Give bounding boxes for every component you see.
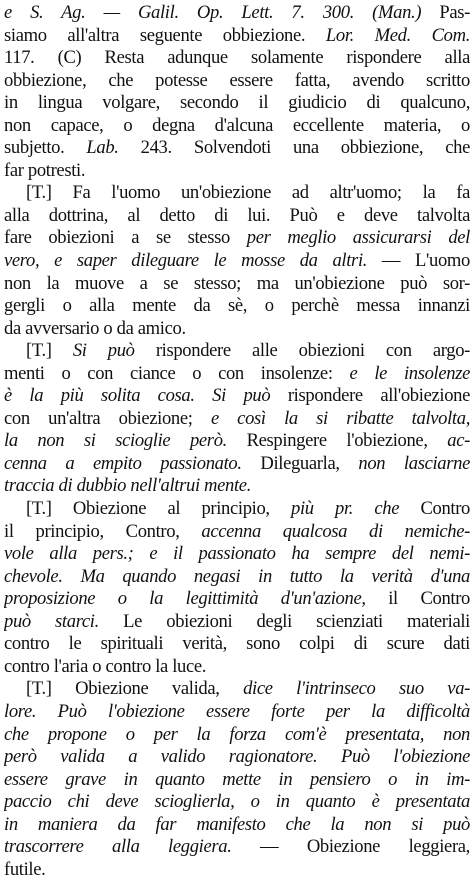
italic-text: può starci. [4,610,99,632]
body-text: [T.] Fa l'uomo un'obiezione ad altr'uomo; la fa [26,182,470,204]
body-text: [T.] Obiezione al principio, [26,498,292,520]
body-text: far potresti. [4,159,86,181]
body-text: futile. [4,858,46,880]
text-line [4,543,470,566]
text-line [4,92,470,115]
text-line [4,273,470,296]
text-line [4,678,470,701]
text-line [4,453,470,476]
italic-text: accenna qualcosa di nemiche- [201,520,470,542]
italic-text: e S. Ag. — Galil. Op. Lett. 7. 300. (Man.) [4,2,422,23]
text-line [4,2,470,25]
italic-text: vole alla pers.; e il passionato ha sempre del nemi- [4,543,470,565]
italic-text: è la più solita cosa. Si può [4,385,271,407]
body-text: gergli o alla mente da sè, o perchè messa innanzi [4,295,470,317]
text-line [4,363,470,386]
italic-text: e così la si ribatte talvolta, [210,407,470,429]
text-line [4,25,470,48]
body-text: rispondere all'obiezione [270,385,470,407]
italic-text: che propone o per la forza com'è presentata, non [4,723,470,745]
text-line [4,295,470,318]
body-text: il Contro [365,588,470,610]
body-text: [T.] [26,340,73,362]
text-line [4,137,470,160]
text-line [4,791,470,814]
body-text: obbiezione, che potesse essere fatta, avendo scritto [4,69,470,91]
body-text: Respingere l'obiezione, [226,430,448,452]
italic-text: per meglio assicurarsi del [246,227,470,249]
italic-text: però valida a valido ragionatore. Può l'obiezione [4,746,470,768]
body-text: con un'altra obiezione; [4,407,211,429]
text-line [4,746,470,769]
text-line [4,498,470,521]
body-text: da avversario o da amico. [4,317,186,339]
text-line [4,836,470,859]
italic-text: più pr. che [291,498,400,520]
body-text: contro le spirituali verità, sono colpi di scure dati [4,633,470,655]
text-line [4,182,470,205]
body-text: siamo all'altra seguente obbiezione. [4,24,326,46]
body-text: — L'uomo [367,250,470,272]
body-text: in lingua volgare, secondo il giudicio di qualcuno, [4,92,470,114]
italic-text: cenna a empito passionato. [4,452,242,474]
body-text: Le obiezioni degli scienziati materiali [98,610,470,632]
text-line [4,47,470,70]
text-line [4,611,470,634]
italic-text: non lasciarne [358,452,470,474]
italic-text: e le insolenze [349,362,470,384]
body-text: [T.] Obiezione valida, [26,678,244,700]
text-line [4,521,470,544]
italic-text: dice l'intrinseco suo va- [243,678,470,700]
body-text: non la muove a se stesso; ma un'obiezione può sor- [4,272,470,294]
italic-text: ac- [447,430,470,452]
italic-text: chevole. Ma quando negasi in tutto la verità d'una [4,565,470,587]
italic-text: Lab. [86,137,119,159]
italic-text: traccia di dubbio nell'altrui mente. [4,475,252,497]
italic-text: Si può [72,340,135,362]
text-line [4,205,470,228]
italic-text: la non si scioglie però. [4,430,227,452]
text-line [4,814,470,837]
text-line [4,769,470,792]
text-line [4,566,470,589]
italic-text: Lor. Med. Com. [325,24,470,46]
text-line [4,115,470,138]
body-text: subjetto. [4,137,87,159]
body-text: rispondere alle obiezioni con argo- [134,340,470,362]
text-line [4,724,470,747]
italic-text: lore. Può l'obiezione essere forte per la difficoltà [4,700,470,722]
text-line [4,430,470,453]
body-text: Contro [399,498,470,520]
text-line [4,385,470,408]
body-text: 243. Solvendoti una obbiezione, che [118,137,470,159]
text-line [4,408,470,431]
body-text: 117. (C) Resta adunque solamente rispondere alla [4,47,470,69]
italic-text: vero, e saper dileguare le mosse da altri. [4,250,368,272]
text-line [4,250,470,273]
text-line [4,475,470,498]
dictionary-page [4,2,470,881]
text-line [4,859,470,881]
body-text: il principio, Contro, [4,520,202,542]
text-line [4,70,470,93]
italic-text: trascorrere alla leggiera. [4,836,232,858]
text-line [4,160,470,183]
body-text: contro l'aria o contro la luce. [4,655,207,677]
body-text: — Obiezione leggiera, [231,836,470,858]
italic-text: paccio chi deve scioglierla, o in quanto è presentata [4,791,470,813]
text-line [4,340,470,363]
text-line [4,318,470,341]
body-text: Dileguarla, [241,452,359,474]
text-line [4,227,470,250]
italic-text: in maniera da far manifesto che la non si può [4,813,470,835]
text-line [4,701,470,724]
body-text: Pas- [421,2,470,23]
body-text: alla dottrina, al detto di lui. Può e deve talvolta [4,204,470,226]
italic-text: essere grave in quanto mette in pensiero o in im- [4,768,470,790]
text-line [4,588,470,611]
italic-text: proposizione o la legittimità d'un'azione, [4,588,366,610]
text-line [4,633,470,656]
text-line [4,656,470,679]
body-text: non capace, o degna d'alcuna eccellente materia, o [4,114,470,136]
body-text: fare obiezioni a se stesso [4,227,247,249]
body-text: menti o con ciance o con insolenze: [4,362,350,384]
